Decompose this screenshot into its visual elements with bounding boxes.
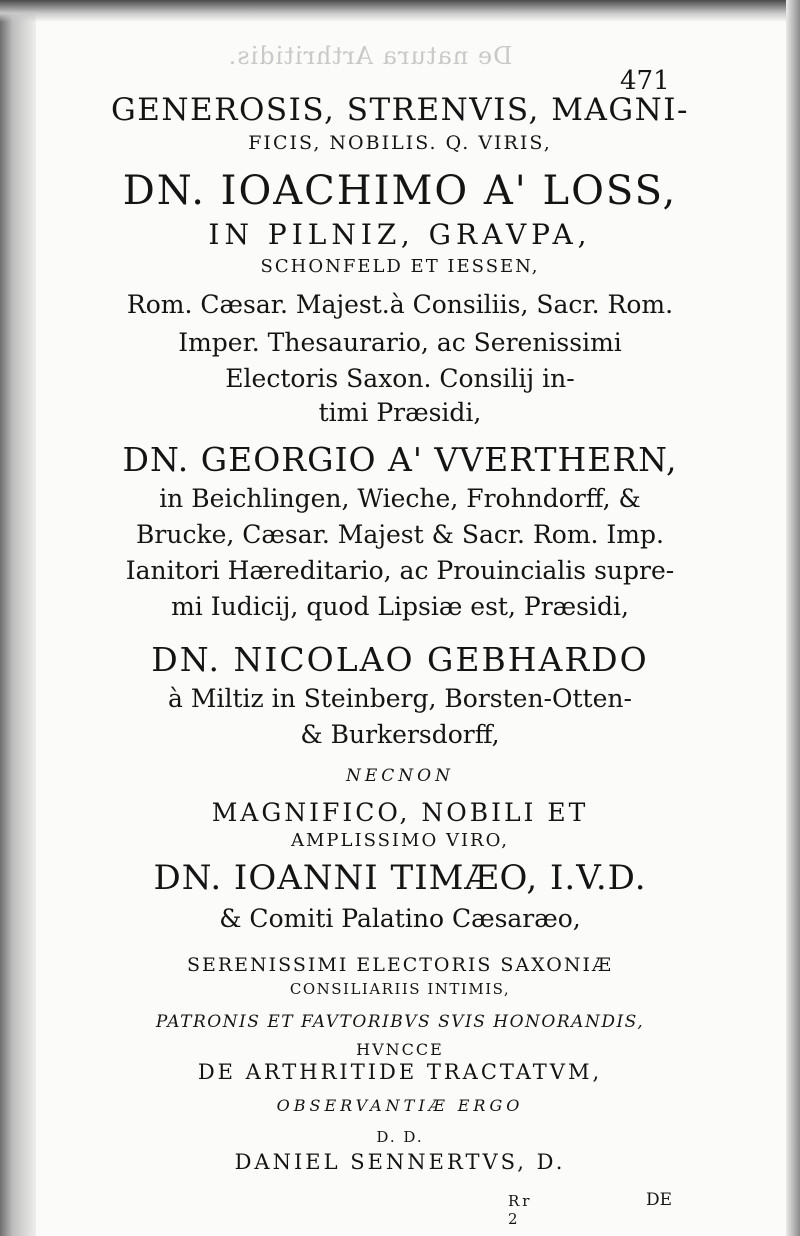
dedication-line-8: Electoris Saxon. Consilij in-: [225, 364, 575, 393]
dedicatee-name-gebhardo: DN. NICOLAO GEBHARDO: [151, 640, 649, 679]
dedication-line-5: SCHONFELD ET IESSEN,: [260, 256, 540, 277]
dedication-line-26: HVNCCE: [356, 1040, 444, 1059]
dedication-line-29: D. D.: [376, 1128, 424, 1146]
dedication-line-23: SERENISSIMI ELECTORIS SAXONIÆ: [186, 954, 614, 976]
author-name: DANIEL SENNERTVS, D.: [234, 1150, 566, 1174]
dedication-line-22: & Comiti Palatino Cæsaræo,: [219, 904, 581, 933]
dedication-line-28: OBSERVANTIÆ ERGO: [276, 1096, 524, 1115]
dedication-line-25: PATRONIS ET FAVTORIBVS SVIS HONORANDIS,: [155, 1012, 645, 1032]
scan-shadow-left: [0, 0, 36, 1236]
scan-shadow-right: [786, 0, 800, 1236]
dedication-line-7: Imper. Thesaurario, ac Serenissimi: [178, 328, 622, 357]
dedication-line-4: IN PILNIZ, GRAVPA,: [208, 218, 592, 251]
dedicatee-name-timaeo: DN. IOANNI TIMÆO, I.V.D.: [153, 858, 647, 898]
dedication-line-2: FICIS, NOBILIS. Q. VIRIS,: [248, 132, 552, 154]
dedicatee-name-werthern: DN. GEORGIO A' VVERTHERN,: [122, 440, 678, 479]
dedication-line-27: DE ARTHRITIDE TRACTATVM,: [197, 1060, 603, 1084]
signature-mark: Rr 2: [508, 1192, 533, 1228]
dedication-line-17: & Burkersdorff,: [300, 720, 500, 749]
scan-shadow-top: [0, 0, 800, 22]
dedication-line-6: Rom. Cæsar. Majest.à Consiliis, Sacr. Rom.: [126, 290, 674, 319]
dedication-line-13: Ianitori Hæreditario, ac Prouincialis supre-: [125, 556, 675, 585]
bleed-through-text: De natura Arthritidis.: [227, 42, 513, 70]
dedication-line-12: Brucke, Cæsar. Majest & Sacr. Rom. Imp.: [136, 520, 664, 549]
dedication-line-14: mi Iudicij, quod Lipsiæ est, Præsidi,: [171, 592, 629, 621]
catchword: DE: [646, 1190, 673, 1210]
dedication-line-20: AMPLISSIMO VIRO,: [290, 830, 510, 851]
dedication-line-16: à Miltiz in Steinberg, Borsten-Otten-: [168, 684, 632, 713]
dedication-line-necnon: NECNON: [346, 766, 454, 786]
dedication-line-24: CONSILIARIIS INTIMIS,: [289, 980, 511, 998]
dedicatee-name-loss: DN. IOACHIMO A' LOSS,: [122, 168, 678, 214]
page-number: 471: [620, 66, 670, 96]
dedication-line-1: GENEROSIS, STRENVIS, MAGNI-: [111, 92, 689, 128]
dedication-line-19: MAGNIFICO, NOBILI ET: [211, 798, 589, 827]
dedication-line-9: timi Præsidi,: [318, 398, 482, 427]
dedication-line-11: in Beichlingen, Wieche, Frohndorff, &: [159, 484, 641, 513]
